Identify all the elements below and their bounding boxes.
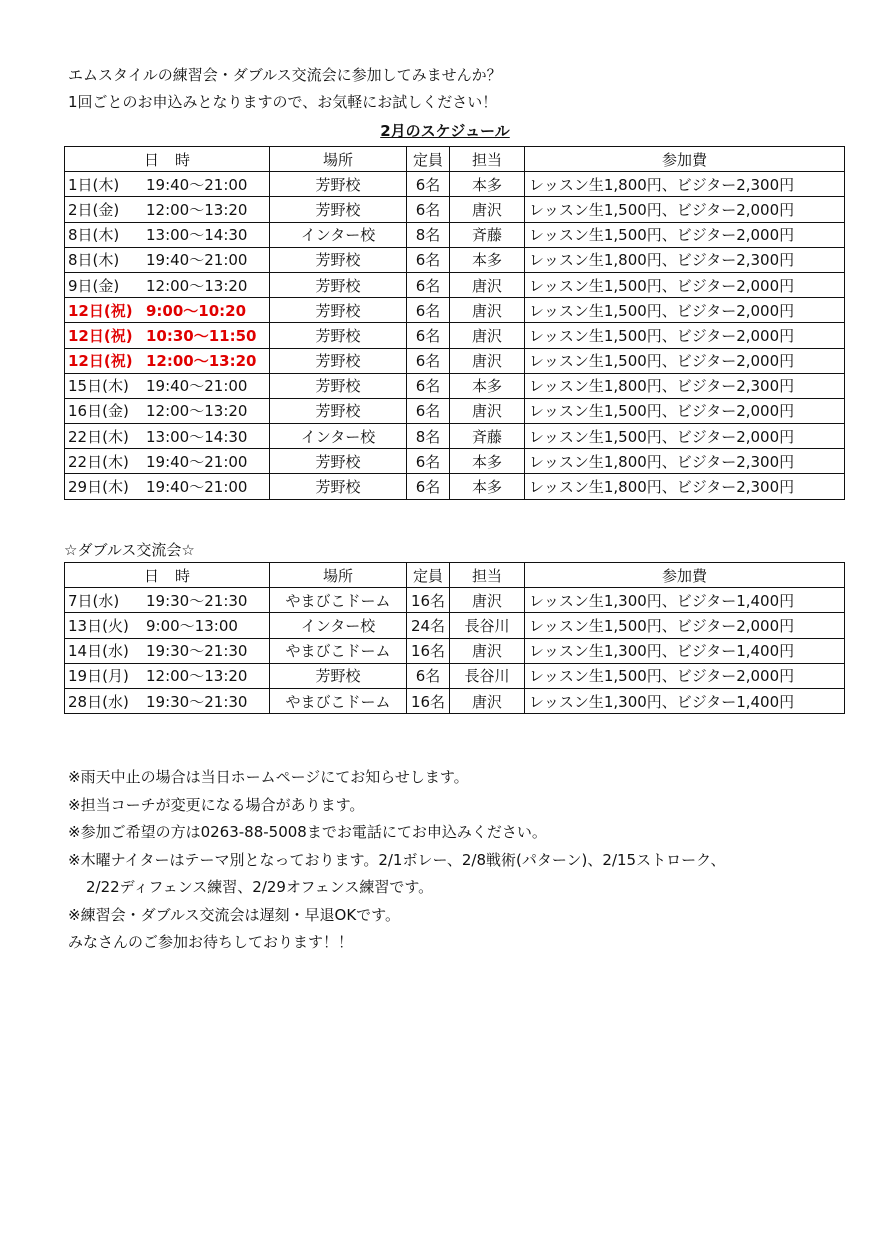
- cell-datetime: [65, 247, 270, 272]
- cell-date: 22日(木): [68, 427, 129, 446]
- cell-capacity: 6名: [407, 247, 450, 272]
- table-header-row: [65, 147, 845, 172]
- cell-datetime: [65, 474, 270, 499]
- cell-date: 9日(金): [68, 276, 120, 295]
- cell-capacity: 6名: [407, 323, 450, 348]
- cell-date: 2日(金): [68, 200, 120, 219]
- cell-fee: レッスン生1,300円、ビジター1,400円: [525, 588, 845, 613]
- cell-capacity: 16名: [407, 588, 450, 613]
- cell-capacity: 8名: [407, 222, 450, 247]
- cell-place: 芳野校: [270, 663, 407, 688]
- cell-datetime: [65, 424, 270, 449]
- table-row: [65, 172, 845, 197]
- header-capacity: 定員: [407, 147, 450, 172]
- cell-coach: 唐沢: [450, 323, 525, 348]
- table-row: [65, 272, 845, 297]
- cell-date: 7日(水): [68, 591, 120, 610]
- table-row: [65, 398, 845, 423]
- header-fee: 参加費: [525, 147, 845, 172]
- cell-time: 12:00～13:20: [146, 667, 248, 686]
- cell-coach: 唐沢: [450, 348, 525, 373]
- cell-date: 22日(木): [68, 452, 129, 471]
- cell-date: 16日(金): [68, 402, 129, 421]
- cell-coach: 本多: [450, 172, 525, 197]
- note-phone: ※参加ご希望の方は0263-88-5008までお電話にてお申込みください。: [68, 823, 547, 841]
- cell-fee: レッスン生1,500円、ビジター2,000円: [525, 613, 845, 638]
- cell-place: インター校: [270, 613, 407, 638]
- cell-time: 19:40～21:00: [146, 452, 248, 471]
- cell-time: 19:30～21:30: [146, 642, 248, 661]
- cell-time: 12:00～13:20: [146, 200, 248, 219]
- cell-time: 9:00～13:00: [146, 616, 238, 635]
- header-place: 場所: [270, 147, 407, 172]
- cell-capacity: 24名: [407, 613, 450, 638]
- cell-time: 19:40～21:00: [146, 377, 248, 396]
- table-row: [65, 474, 845, 499]
- cell-coach: 唐沢: [450, 588, 525, 613]
- cell-place: やまびこドーム: [270, 588, 407, 613]
- notes: [68, 764, 726, 957]
- table-row: [65, 663, 845, 688]
- cell-datetime: [65, 172, 270, 197]
- header-coach: 担当: [450, 563, 525, 588]
- cell-datetime: [65, 449, 270, 474]
- cell-capacity: 6名: [407, 348, 450, 373]
- schedule-title: 2月のスケジュール: [380, 122, 510, 140]
- cell-datetime: [65, 588, 270, 613]
- cell-capacity: 6名: [407, 272, 450, 297]
- note-thursday-theme: ※木曜ナイターはテーマ別となっております。2/1ボレー、2/8戦術(パターン)、2/15ストローク、: [68, 850, 726, 869]
- cell-datetime: [65, 663, 270, 688]
- cell-place: 芳野校: [270, 474, 407, 499]
- cell-datetime: [65, 348, 270, 373]
- table-row: [65, 688, 845, 713]
- cell-capacity: 8名: [407, 424, 450, 449]
- table-row: [65, 222, 845, 247]
- cell-capacity: 6名: [407, 172, 450, 197]
- cell-fee: レッスン生1,500円、ビジター2,000円: [525, 222, 845, 247]
- cell-datetime: [65, 197, 270, 222]
- cell-place: やまびこドーム: [270, 688, 407, 713]
- cell-date: 12日(祝): [68, 301, 133, 320]
- practice-schedule-table: [64, 146, 845, 500]
- header-place: 場所: [270, 563, 407, 588]
- cell-place: 芳野校: [270, 247, 407, 272]
- cell-date: 12日(祝): [68, 326, 133, 345]
- cell-date: 15日(木): [68, 377, 129, 396]
- cell-coach: 本多: [450, 247, 525, 272]
- cell-place: 芳野校: [270, 398, 407, 423]
- cell-date: 13日(火): [68, 616, 129, 635]
- cell-coach: 唐沢: [450, 298, 525, 323]
- cell-capacity: 6名: [407, 298, 450, 323]
- cell-coach: 唐沢: [450, 688, 525, 713]
- intro-line-2: 1回ごとのお申込みとなりますので、お気軽にお試しください！: [68, 93, 498, 111]
- cell-time: 12:00～13:20: [146, 352, 257, 371]
- note-closing: みなさんのご参加お待ちしております！！: [68, 933, 354, 951]
- cell-time: 19:40～21:00: [146, 478, 248, 497]
- table-row: [65, 613, 845, 638]
- cell-fee: レッスン生1,500円、ビジター2,000円: [525, 272, 845, 297]
- cell-coach: 斉藤: [450, 222, 525, 247]
- cell-place: 芳野校: [270, 272, 407, 297]
- cell-coach: 唐沢: [450, 398, 525, 423]
- cell-fee: レッスン生1,800円、ビジター2,300円: [525, 373, 845, 398]
- cell-time: 10:30～11:50: [146, 326, 257, 345]
- cell-place: 芳野校: [270, 172, 407, 197]
- note-coach-change: ※担当コーチが変更になる場合があります。: [68, 795, 365, 814]
- cell-coach: 斉藤: [450, 424, 525, 449]
- cell-time: 19:40～21:00: [146, 251, 248, 270]
- cell-datetime: [65, 298, 270, 323]
- cell-coach: 本多: [450, 474, 525, 499]
- cell-place: 芳野校: [270, 449, 407, 474]
- cell-fee: レッスン生1,800円、ビジター2,300円: [525, 247, 845, 272]
- note-thursday-theme-cont: 2/22ディフェンス練習、2/29オフェンス練習です。: [86, 878, 434, 896]
- table-row: [65, 298, 845, 323]
- header-datetime: 日時: [65, 147, 270, 172]
- cell-capacity: 6名: [407, 197, 450, 222]
- cell-coach: 本多: [450, 373, 525, 398]
- cell-date: 8日(木): [68, 251, 120, 270]
- cell-datetime: [65, 688, 270, 713]
- cell-date: 28日(水): [68, 692, 129, 711]
- table-row: [65, 348, 845, 373]
- cell-time: 9:00～10:20: [146, 301, 247, 320]
- cell-time: 19:30～21:30: [146, 692, 248, 711]
- cell-capacity: 16名: [407, 688, 450, 713]
- cell-fee: レッスン生1,500円、ビジター2,000円: [525, 424, 845, 449]
- table-row: [65, 197, 845, 222]
- cell-fee: レッスン生1,500円、ビジター2,000円: [525, 323, 845, 348]
- cell-time: 19:30～21:30: [146, 591, 248, 610]
- cell-coach: 唐沢: [450, 272, 525, 297]
- cell-date: 8日(木): [68, 226, 120, 245]
- cell-date: 1日(木): [68, 175, 120, 194]
- cell-capacity: 6名: [407, 663, 450, 688]
- cell-capacity: 6名: [407, 474, 450, 499]
- doubles-schedule-table: [64, 562, 845, 714]
- table-header-row: [65, 563, 845, 588]
- cell-date: 12日(祝): [68, 352, 133, 371]
- cell-coach: 唐沢: [450, 638, 525, 663]
- cell-fee: レッスン生1,500円、ビジター2,000円: [525, 197, 845, 222]
- intro-line-1: エムスタイルの練習会・ダブルス交流会に参加してみませんか？: [68, 66, 502, 84]
- cell-coach: 長谷川: [450, 663, 525, 688]
- cell-time: 19:40～21:00: [146, 175, 248, 194]
- cell-place: 芳野校: [270, 373, 407, 398]
- note-rain: ※雨天中止の場合は当日ホームページにてお知らせします。: [68, 768, 469, 786]
- table-row: [65, 323, 845, 348]
- cell-place: インター校: [270, 424, 407, 449]
- cell-fee: レッスン生1,500円、ビジター2,000円: [525, 348, 845, 373]
- cell-fee: レッスン生1,800円、ビジター2,300円: [525, 474, 845, 499]
- cell-datetime: [65, 323, 270, 348]
- header-datetime: 日時: [65, 563, 270, 588]
- cell-coach: 本多: [450, 449, 525, 474]
- cell-datetime: [65, 613, 270, 638]
- cell-place: 芳野校: [270, 197, 407, 222]
- cell-date: 29日(木): [68, 478, 129, 497]
- cell-datetime: [65, 398, 270, 423]
- cell-coach: 唐沢: [450, 197, 525, 222]
- header-capacity: 定員: [407, 563, 450, 588]
- table-row: [65, 449, 845, 474]
- table-row: [65, 424, 845, 449]
- table-row: [65, 588, 845, 613]
- note-late-ok: ※練習会・ダブルス交流会は遅刻・早退OKです。: [68, 905, 400, 924]
- cell-time: 13:00～14:30: [146, 427, 248, 446]
- doubles-section-title: ☆ダブルス交流会☆: [64, 541, 195, 559]
- cell-time: 13:00～14:30: [146, 226, 248, 245]
- cell-datetime: [65, 373, 270, 398]
- cell-fee: レッスン生1,500円、ビジター2,000円: [525, 663, 845, 688]
- table-row: [65, 373, 845, 398]
- cell-fee: レッスン生1,300円、ビジター1,400円: [525, 688, 845, 713]
- cell-date: 14日(水): [68, 642, 129, 661]
- cell-fee: レッスン生1,800円、ビジター2,300円: [525, 172, 845, 197]
- cell-time: 12:00～13:20: [146, 276, 248, 295]
- cell-place: 芳野校: [270, 348, 407, 373]
- cell-fee: レッスン生1,300円、ビジター1,400円: [525, 638, 845, 663]
- cell-fee: レッスン生1,500円、ビジター2,000円: [525, 398, 845, 423]
- cell-fee: レッスン生1,500円、ビジター2,000円: [525, 298, 845, 323]
- cell-date: 19日(月): [68, 667, 129, 686]
- cell-datetime: [65, 222, 270, 247]
- header-coach: 担当: [450, 147, 525, 172]
- cell-datetime: [65, 272, 270, 297]
- cell-capacity: 6名: [407, 398, 450, 423]
- cell-time: 12:00～13:20: [146, 402, 248, 421]
- header-fee: 参加費: [525, 563, 845, 588]
- cell-place: 芳野校: [270, 298, 407, 323]
- cell-place: やまびこドーム: [270, 638, 407, 663]
- table-row: [65, 247, 845, 272]
- cell-place: 芳野校: [270, 323, 407, 348]
- cell-datetime: [65, 638, 270, 663]
- cell-place: インター校: [270, 222, 407, 247]
- cell-coach: 長谷川: [450, 613, 525, 638]
- cell-fee: レッスン生1,800円、ビジター2,300円: [525, 449, 845, 474]
- table-row: [65, 638, 845, 663]
- cell-capacity: 6名: [407, 449, 450, 474]
- intro-text: [68, 62, 502, 116]
- cell-capacity: 16名: [407, 638, 450, 663]
- cell-capacity: 6名: [407, 373, 450, 398]
